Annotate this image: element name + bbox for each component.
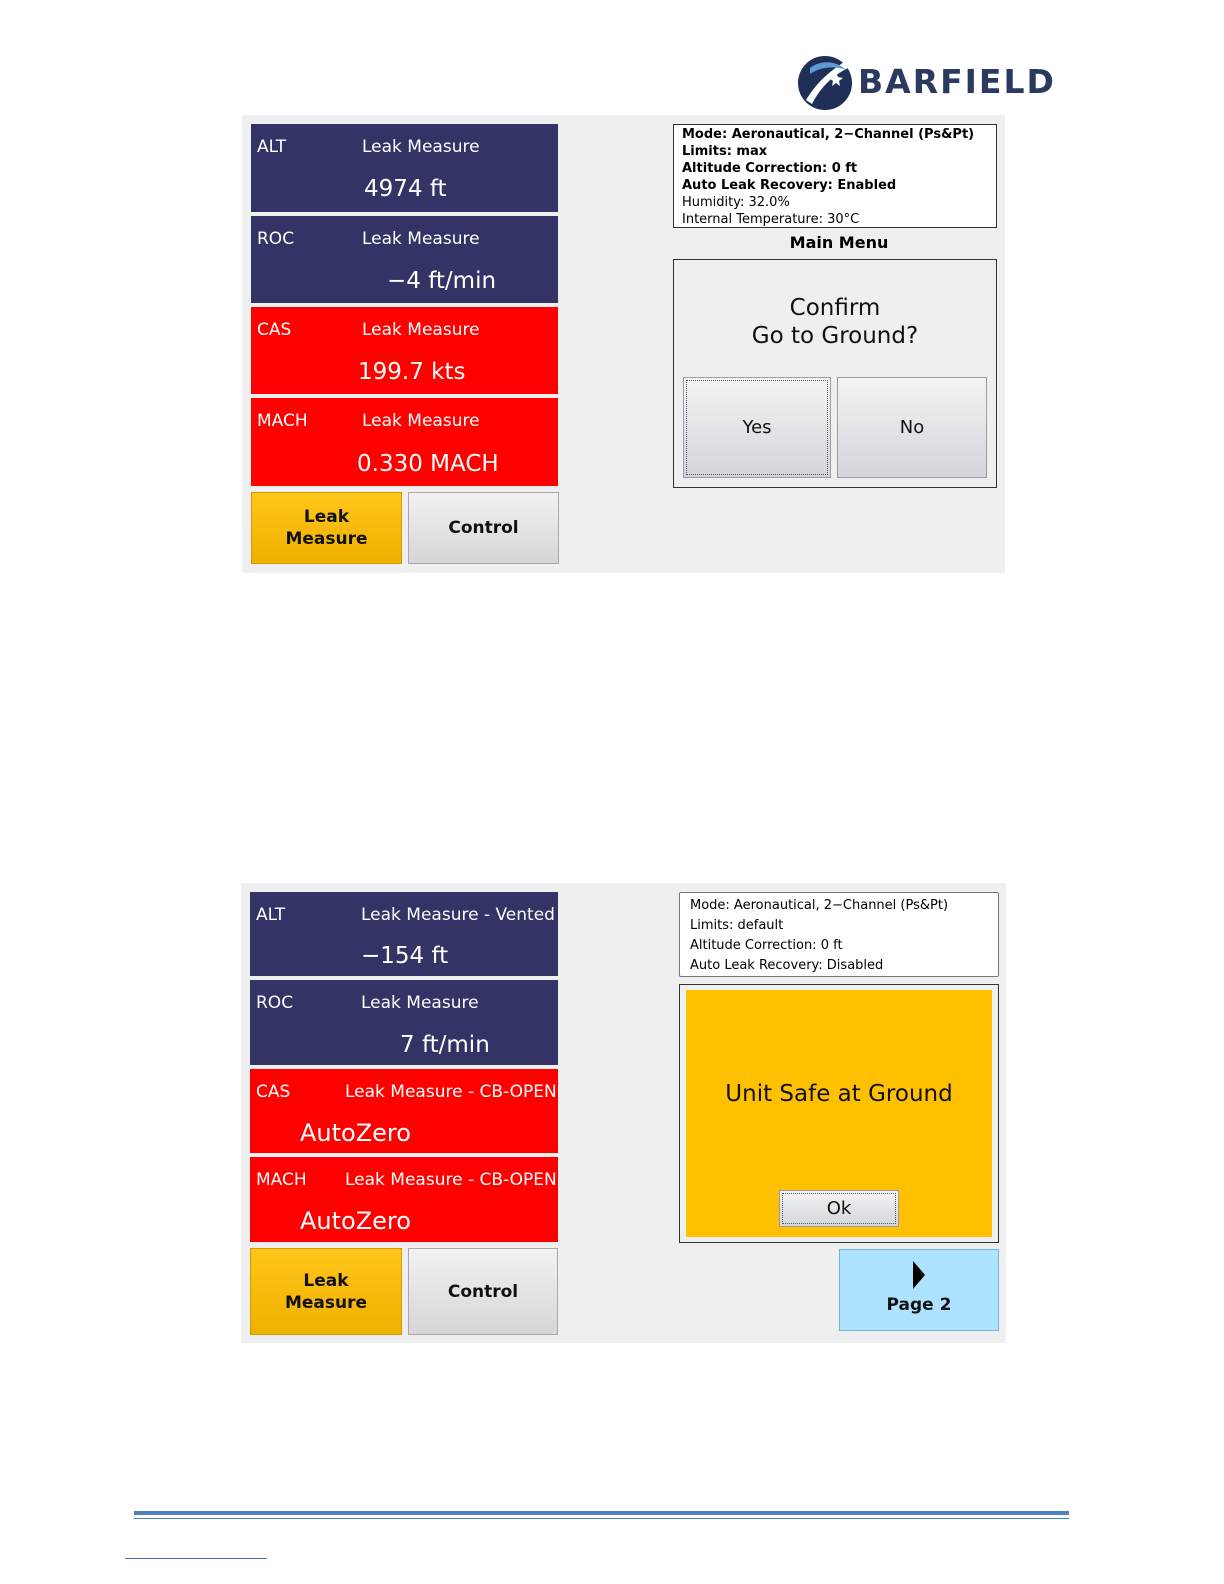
dialog-question: Go to Ground? (751, 323, 919, 349)
ok-button[interactable] (779, 1190, 899, 1227)
tile-roc-value: 7 ft/min (400, 1032, 490, 1058)
info-internal-temperature: Internal Temperature: 30°C (682, 212, 860, 227)
tile-roc (250, 980, 558, 1065)
barfield-globe-icon (796, 54, 854, 112)
no-button[interactable] (837, 377, 987, 478)
arrow-right-icon (912, 1261, 926, 1289)
info-mode: Mode: Aeronautical, 2−Channel (Ps&Pt) (690, 898, 949, 913)
info-altitude-correction: Altitude Correction: 0 ft (690, 938, 843, 953)
control-button-label: Control (448, 518, 519, 538)
tile-cas-value: AutoZero (300, 1119, 411, 1147)
tile-alt (250, 892, 558, 976)
tile-roc-status: Leak Measure (362, 229, 480, 249)
tile-cas-label: CAS (257, 320, 292, 340)
tile-roc (251, 216, 558, 303)
tile-cas-status: Leak Measure (362, 320, 480, 340)
tile-mach-label: MACH (257, 411, 308, 431)
tile-roc-value: −4 ft/min (387, 268, 497, 294)
control-button[interactable] (408, 1248, 558, 1335)
tile-alt-value: 4974 ft (364, 176, 447, 202)
tile-alt-label: ALT (257, 137, 287, 157)
footer-rule-thin (134, 1518, 1069, 1519)
page-2-button-label: Page 2 (886, 1295, 952, 1315)
info-humidity: Humidity: 32.0% (682, 195, 790, 210)
yes-button-label: Yes (742, 417, 772, 438)
tile-alt-status: Leak Measure (362, 137, 480, 157)
yes-button[interactable] (683, 377, 831, 478)
safe-dialog (679, 984, 999, 1243)
tile-mach (250, 1157, 558, 1242)
info-auto-leak-recovery: Auto Leak Recovery: Disabled (690, 958, 884, 973)
footer-rule (134, 1511, 1069, 1515)
control-button[interactable] (408, 492, 559, 564)
confirm-dialog (673, 259, 997, 488)
leak-measure-button[interactable] (251, 492, 402, 564)
tile-mach (251, 398, 558, 486)
barfield-logo (796, 54, 1066, 112)
safe-message: Unit Safe at Ground (725, 1081, 953, 1107)
leak-measure-button-label: Leak Measure (285, 507, 368, 549)
brand-name: BARFIELD (858, 62, 1056, 101)
ok-button-label: Ok (826, 1198, 852, 1219)
info-limits: Limits: max (682, 144, 768, 159)
leak-measure-button-label: Leak Measure (284, 1270, 368, 1313)
tile-cas-label: CAS (256, 1082, 291, 1102)
tile-roc-label: ROC (256, 993, 294, 1013)
tile-roc-status: Leak Measure (361, 993, 479, 1013)
leak-measure-button[interactable] (250, 1248, 402, 1335)
status-info-panel (679, 892, 999, 977)
control-button-label: Control (447, 1281, 519, 1302)
tile-mach-status: Leak Measure (362, 411, 480, 431)
tile-mach-status: Leak Measure - CB-OPEN (345, 1170, 557, 1190)
info-auto-leak-recovery: Auto Leak Recovery: Enabled (682, 178, 897, 193)
info-altitude-correction: Altitude Correction: 0 ft (682, 161, 858, 176)
screen-confirm-ground (242, 115, 1005, 573)
tile-roc-label: ROC (257, 229, 295, 249)
info-limits: Limits: default (690, 918, 784, 933)
tile-alt-status: Leak Measure - Vented (361, 905, 555, 925)
dialog-title: Confirm (789, 295, 881, 321)
tile-alt-label: ALT (256, 905, 286, 925)
safe-dialog-panel (686, 990, 992, 1237)
info-mode: Mode: Aeronautical, 2−Channel (Ps&Pt) (682, 127, 975, 142)
footnote-rule (125, 1558, 267, 1559)
page-2-button[interactable] (839, 1249, 999, 1331)
status-info-panel (673, 124, 997, 228)
tile-mach-value: AutoZero (300, 1207, 411, 1235)
tile-cas-value: 199.7 kts (358, 359, 466, 385)
tile-alt-value: −154 ft (361, 943, 449, 969)
tile-alt (251, 124, 558, 212)
tile-cas (251, 307, 558, 394)
main-menu-title: Main Menu (789, 233, 889, 252)
screen-safe-at-ground (241, 883, 1006, 1343)
tile-mach-value: 0.330 MACH (357, 451, 499, 477)
tile-cas (250, 1069, 558, 1153)
tile-cas-status: Leak Measure - CB-OPEN (345, 1082, 557, 1102)
tile-mach-label: MACH (256, 1170, 307, 1190)
no-button-label: No (899, 417, 925, 438)
